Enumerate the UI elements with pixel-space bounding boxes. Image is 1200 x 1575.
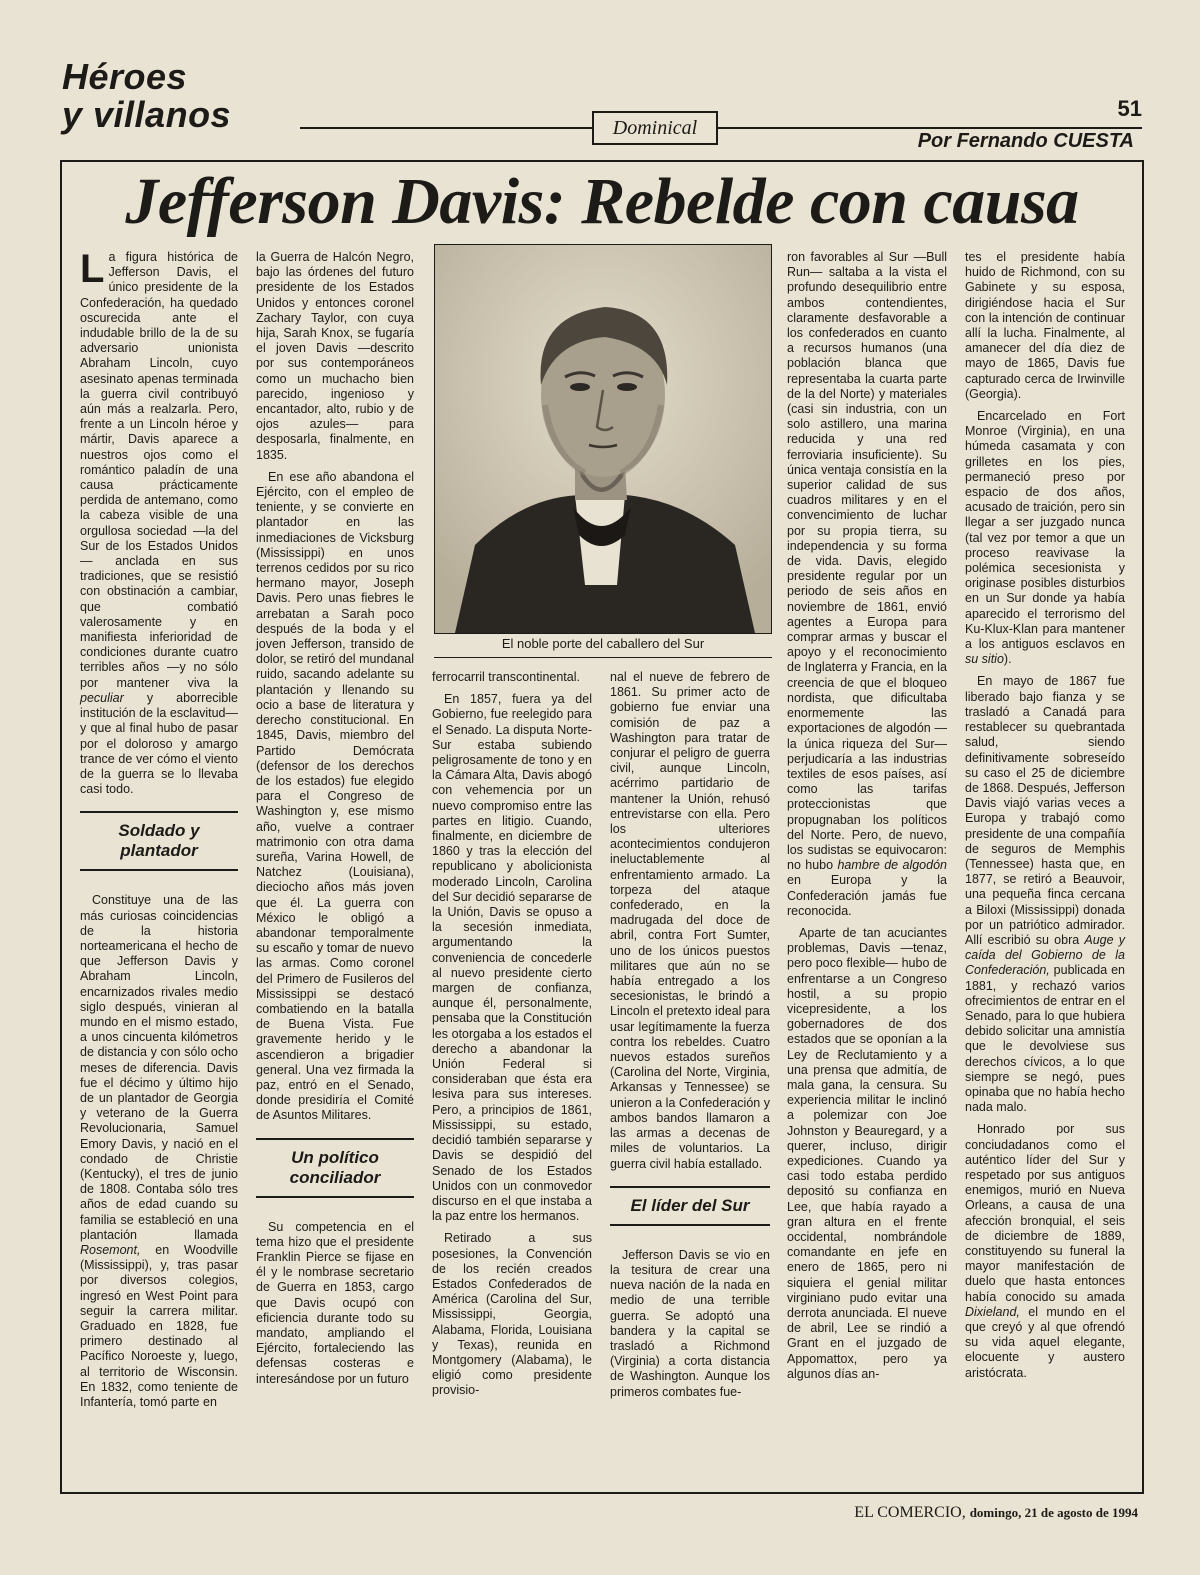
photo-caption: El noble porte del caballero del Sur [434, 636, 772, 658]
subhead-soldado: Soldado y plantador [80, 811, 238, 871]
paragraph: Su competencia en el tema hizo que el presidente Franklin Pierce se fijase en él y le nombrase secretario de Guerra en 1853, cargo que Davis ocupó con eficiencia durante todo su mandato, ampliando el Ejército, fortaleciendo las defensas costeras e interesándose por un futuro [256, 1219, 414, 1386]
paragraph: En ese año abandona el Ejército, con el empleo de teniente, y se convierte en plantador en las inmediaciones de Vicksburg (Mississippi) en unos terrenos cedidos por su rico hermano mayor, Joseph Davis. Pero unas fiebres le arrebatan a Sarah poco después de la boda y el joven Jefferson, transido de dolor, se retiró del mundanal ruido, sacando adelante su plantación y llenando su ocio a base de literatura y derecho constitucional. En 1845, Davis, miembro del Partido Demócrata (defensor de los derechos de los estados) fue elegido para el Congreso de Washington y, ese mismo año, vuelve a contraer matrimonio con otra dama sureña, Varina Howell, de Natchez (Louisiana), dieciocho años más joven que él. La guerra con México le obligó a abandonar temporalmente su escaño y tomar de nuevo las armas. Como coronel del Primero de Fusileros del Mississippi se destacó combatiendo en la batalla de Buena Vista. Fue gravemente herido y le ascendieron a brigadier general. Una vez firmada la paz, entró en el Senado, donde presidiría el Comité de Asuntos Militares. [256, 469, 414, 1123]
paragraph: ferrocarril transcontinental. [432, 670, 580, 684]
section-title-line2: y villanos [62, 94, 232, 135]
text: ron favorables al Sur —Bull Run— saltaba a la vista el profundo desequilibrio entre ambos contendientes, claramente desfavorable a los confederados en cuanto a recursos humanos (una población blanca que representaba la cuarta parte de la del Norte) y materiales (casi sin industria, con un solo astillero, una marina reducida y una red ferroviaria insuficiente). Su única ventaja consistía en la superior calidad de sus cuadros militares y en el convencimiento de luchar por su propia tierra, su independencia y su forma de vida. Davis, elegido presidente regular por un periodo de seis años en noviembre de 1861, envió agentes a Europa para comprar armas y buscar el apoyo y el reconocimiento de Inglaterra y Francia, en la creencia de que el bloqueo nordista, que dificultaba enormemente las exportaciones de algodón —la única riqueza del Sur— perjudicaría a las industrias textiles de esos países, así como las tarifas proteccionistas que propugnaban los políticos del Norte. Pero, de nuevo, los sudistas se equivocaron: no hubo [787, 250, 947, 873]
paragraph: Aparte de tan acuciantes problemas, Davis —tenaz, pero poco flexible— hubo de enfrentarse a un Congreso hostil, a su propio vicepresidente, a los gobernadores de dos estados que se oponían a la Ley de Reclutamiento y a una prensa que admitía, de mala gana, la censura. Su experiencia militar le inclinó a polemizar con Joe Johnston y Beauregard, y a querer, incluso, dirigir expediciones. Cuando ya casi todo estaba perdido depositó su confianza en Lee, que había rayado a gran altura en el frente occidental, nombrándole comandante en jefe en enero de 1865, pero ni siquiera el genial militar virginiano pudo evitar una derrota anunciada. El nueve de abril, Lee se rindió a Grant en el juzgado de Appomattox, pero ya algunos días an- [787, 925, 947, 1381]
paragraph: Retirado a sus posesiones, la Convención de los recién creados Estados Confederados de América (Carolina del Sur, Mississippi, Georgia, Alabama, Florida, Louisiana y Texas), reunida en Montgomery (Alabama), le eligió como presidente provisio- [432, 1231, 592, 1398]
column-4 [610, 670, 770, 1407]
subhead-line: conciliador [289, 1167, 381, 1187]
paragraph: Jefferson Davis se vio en la tesitura de crear una nueva nación de la nada en medio de una terrible guerra. Se adoptó una bandera y la capital se trasladó a Richmond (Virginia) a corta distancia de Washington. Aunque los primeros combates fue- [610, 1247, 770, 1399]
text: Constituye una de las más curiosas coincidencias de la historia norteamericana el hecho de que Jefferson Davis y Abraham Lincoln, encarnizados rivales medio siglo después, vinieran al mundo en el mismo estado, a unos cincuenta kilómetros de distancia y con sólo ocho meses de diferencia. Davis fue el décimo y último hijo de un plantador de Georgia y veterano de la Guerra Revolucionaria, Samuel Emory Davis, y nació en el condado de Christie (Kentucky), el tres de junio de 1808. Contaba sólo tres años de edad cuando su familia se estableció en una plantación llamada [80, 893, 238, 1242]
text-emphasis: Auge y caída del Gobierno de la Confederación, [965, 932, 1125, 978]
paragraph [80, 893, 238, 1410]
portrait-illustration [435, 245, 771, 633]
paragraph [80, 247, 238, 797]
text: en Europa y la Confederación jamás fue reconocida. [787, 873, 947, 918]
footer [854, 1504, 1138, 1522]
text: a figura histórica de Jefferson Davis, el único presidente de la Confederación, ha quedado oscurecida ante el indudable brillo de la de su adversario unionista Abraham Lincoln, cuyo asesinato apenas terminada la guerra civil contribuyó aún más a realzarla. Pero, frente a un Lincoln héroe y mártir, Davis aparece a nuestros ojos como el romántico paladín de una causa prácticamente perdida de antemano, como la cabeza visible de una orgullosa sociedad —la del Sur de los Estados Unidos— anclada en sus tradiciones, que se resistió con obstinación a cambiar, que combatió valerosamente y en manifiesta inferioridad de condiciones durante cuatro terribles años —y no sólo por mantener viva la [80, 250, 238, 690]
column-6 [965, 250, 1125, 1388]
text-emphasis: peculiar [80, 690, 124, 705]
column-2 [256, 250, 414, 1394]
newspaper-name: EL COMERCIO, [854, 1504, 966, 1521]
paragraph [787, 250, 947, 919]
subhead-politico [256, 1138, 414, 1198]
text-emphasis: Dixieland, [965, 1304, 1020, 1319]
text-emphasis: Rosemont, [80, 1242, 141, 1257]
subhead-lider: El líder del Sur [610, 1186, 770, 1226]
paragraph [965, 1122, 1125, 1380]
section-title [62, 58, 231, 134]
page-number: 51 [1117, 96, 1142, 121]
paragraph [965, 409, 1125, 667]
text-emphasis: hambre de algodón [837, 858, 947, 873]
paragraph: nal el nueve de febrero de 1861. Su primer acto de gobierno fue enviar una comisión de paz a Washington para tratar de conjurar el peligro de guerra civil, aunque Lincoln, acérrimo partidario de mantener la Unión, rehusó entrevistarse con ella. Pero los ulteriores acontecimientos condujeron ineluctablemente al enfrentamiento armado. La torpeza del ataque confederado, en la madrugada del doce de abril, contra Fort Sumter, uno de los únicos puestos militares que aún no se había entregado a los secesionistas, le brindó a Lincoln el pretexto ideal para usar legítimamente la fuerza contra los rebeldes. Cuatro nuevos estados sureños (Carolina del Norte, Virginia, Arkansas y Tennessee) se unieron a la Confederación y ambos bandos llamaron a las armas a decenas de miles de voluntarios. La guerra civil había estallado. [610, 670, 770, 1171]
text: ). [1003, 652, 1012, 667]
section-badge: Dominical [592, 111, 718, 145]
text: en Woodville (Mississippi), y, tras pasar por diversos colegios, ingresó en West Point para seguir la carrera militar. Graduado en 1828, fue primero destinado al Pacífico Noroeste y, luego, al territorio de Wisconsin. En 1832, como teniente de Infantería, tomó parte en [80, 1242, 238, 1410]
text: el mundo en el que creyó y al que ofrendó su vida aquel elegante, elocuente y austero aristócrata. [965, 1304, 1125, 1380]
section-title-line1: Héroes [62, 56, 188, 97]
publication-date: domingo, 21 de agosto de 1994 [969, 1505, 1138, 1520]
paragraph: tes el presidente había huido de Richmond, con su Gabinete y su esposa, dirigiéndose hacia el Sur con la intención de continuar allí la lucha. Finalmente, al amanecer del día diez de mayo de 1865, Davis fue capturado cerca de Irwinville (Georgia). [965, 250, 1125, 401]
portrait-photo [434, 244, 772, 634]
text: y aborrecible institución de la esclavitud— y que al final hubo de pasar por el doloroso y amargo trance de ver cómo el viento de la guerra se lo llevaba casi todo. [80, 690, 238, 797]
text: En mayo de 1867 fue liberado bajo fianza y se trasladó a Canadá para restablecer su quebrantada salud, siendo definitivamente sobreseído su caso el 25 de diciembre de 1868. Después, Jefferson Davis viajó varias veces a Europa y trabajó como presidente de una compañía de seguros de Memphis (Tennessee) hasta que, en 1877, se retiró a Beauvoir, una pequeña finca cercana a Biloxi (Mississippi) donada por un patriótico admirador. Allí escribió su obra [965, 674, 1125, 947]
headline: Jefferson Davis: Rebelde con causa [125, 165, 1079, 238]
subhead-line: Un político [291, 1147, 379, 1167]
text: publicada en 1881, y rechazó varios ofrecimientos de entrar en el Senado, para lo que hubiera debido solicitar una amnistía que le devolviese sus derechos cívicos, a lo que siempre se negó, pues opinaba que no había hecho nada malo. [965, 963, 1125, 1115]
text: Honrado por sus conciudadanos como el auténtico líder del Sur y respetado por sus antiguos enemigos, murió en Nueva Orleans, a causa de una afección bronquial, el seis de diciembre de 1889, constituyendo su funeral la mayor manifestación de duelo que hasta entonces había conocido su amada [965, 1122, 1125, 1304]
text-emphasis: su sitio [965, 652, 1004, 667]
paragraph: En 1857, fuera ya del Gobierno, fue reelegido para el Senado. La disputa Norte-Sur estaba subiendo peligrosamente de tono y en la Cámara Alta, Davis abogó con vehemencia por un nuevo compromiso entre las partes en litigio. Cuando, finalmente, en diciembre de 1860 y tras la elección del republicano y abolicionista moderado Lincoln, Carolina del Sur decidió separarse de la Unión, Davis se opuso a la secesión inmediata, argumentando la conveniencia de concederle al nuevo presidente cierto margen de confianza, aunque él, personalmente, pensaba que la Constitución les otorgaba a los estados el derecho a abandonar la Unión Federal si consideraban que ésta era lesiva para sus intereses. Pero, a principios de 1861, Mississippi, su estado, decidió también separarse y Davis se despidió del Senado de los Estados Unidos con un conmovedor discurso en el que instaba a la paz entre los hermanos. [432, 692, 592, 1224]
byline: Por Fernando CUESTA [917, 130, 1134, 152]
column-5 [787, 250, 947, 1389]
drop-cap: L [80, 247, 105, 291]
paragraph [965, 674, 1125, 1115]
text: Encarcelado en Fort Monroe (Virginia), en una húmeda casamata y con grilletes en los pies, permaneció preso por espacio de dos años, acusado de traición, pero sin llegar a ser juzgado nunca (tal vez por temor a que un proceso reavivase la polémica secesionista y originase posibles disturbios en un Sur donde ya había aparecido el terrorismo del Ku-Klux-Klan para mantener a los antiguos esclavos en [965, 409, 1125, 652]
column-1 [80, 247, 238, 1417]
paragraph: la Guerra de Halcón Negro, bajo las órdenes del futuro presidente de los Estados Unidos y entonces coronel Zachary Taylor, con cuya hija, Sarah Knox, se fugaría el joven Davis —descrito por sus contemporáneos como un muchacho bien parecido, ingenioso y encantador, alto, rubio y de ojos azules— para desposarla, finalmente, en 1835. [256, 250, 414, 462]
header-rule [300, 127, 1142, 129]
column-3 [432, 670, 592, 1406]
